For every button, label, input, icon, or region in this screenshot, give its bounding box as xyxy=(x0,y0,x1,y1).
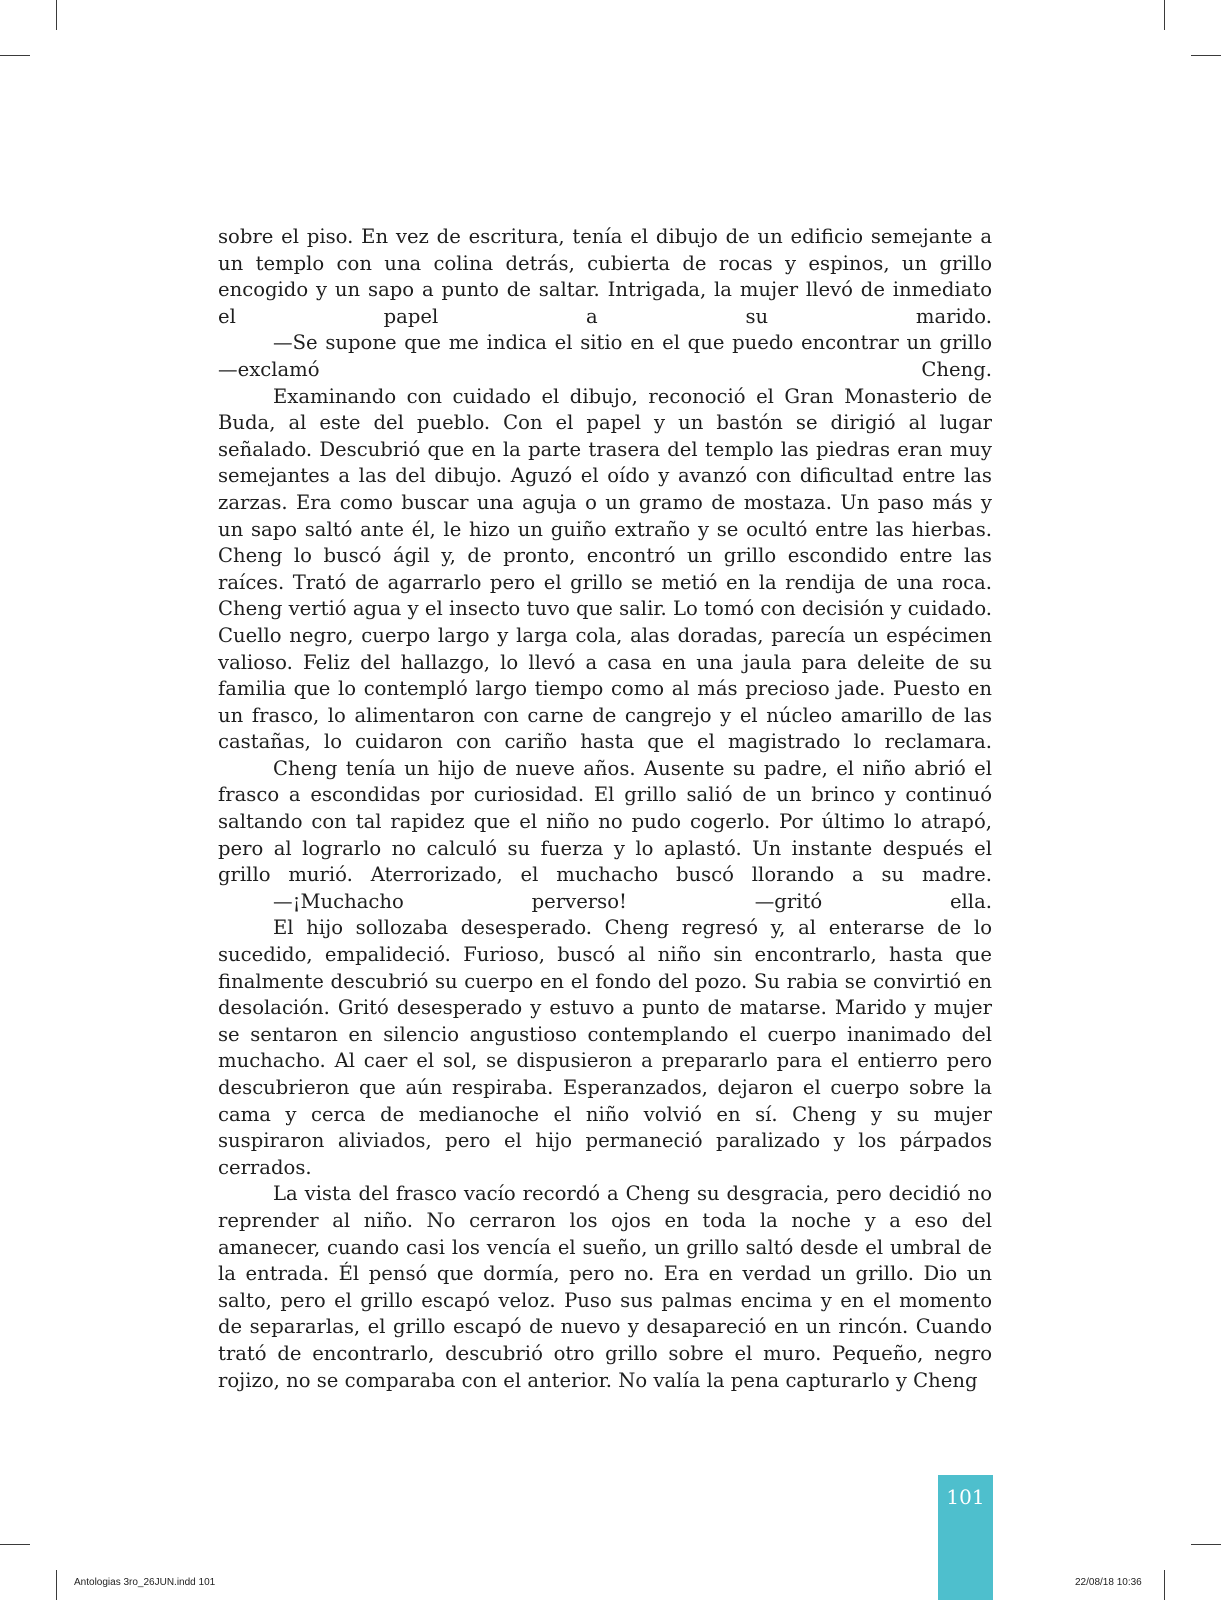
paragraph-6: El hijo sollozaba desesperado. Cheng regresó y, al enterarse de lo sucedido, empalideció. Furioso, buscó al niño sin encontrarlo, hasta que finalmente descubrió su cuerpo en el fondo del pozo. Su rabia se convirtió en desolación. Gritó desesperado y estuvo a punto de matarse. Marido y mujer se sentaron en silencio angustioso contemplando el cuerpo inanimado del muchacho. Al caer el sol, se dispusieron a prepararlo para el entierro pero descubrieron que aún respiraba. Esperanzados, dejaron el cuerpo sobre la cama y cerca de medianoche el niño volvió en sí. Cheng y su mujer suspiraron aliviados, pero el hijo permaneció paralizado y los párpados cerrados. xyxy=(218,916,992,1179)
crop-mark-top-right xyxy=(1164,0,1165,30)
crop-mark-bottom-right xyxy=(1164,1570,1165,1600)
story-text xyxy=(218,224,992,1394)
slug-file-label: Antologias 3ro_26JUN.indd 101 xyxy=(74,1577,216,1588)
paragraph-5: —¡Muchacho perverso! —gritó ella. xyxy=(273,889,992,913)
crop-mark-top-left xyxy=(56,0,57,30)
crop-mark-bottom-left xyxy=(56,1570,57,1600)
paragraph-3: Examinando con cuidado el dibujo, reconoció el Gran Monasterio de Buda, al este del pueblo. Con el papel y un bastón se dirigió al lugar señalado. Descubrió que en la parte trasera del templo las piedras eran muy semejantes a las del dibujo. Aguzó el oído y avanzó con dificultad entre las zarzas. Era como buscar una aguja o un gramo de mostaza. Un paso más y un sapo saltó ante él, le hizo un guiño extraño y se ocultó entre las hierbas. Cheng lo buscó ágil y, de pronto, encontró un grillo escondido entre las raíces. Trató de agarrarlo pero el grillo se metió en la rendija de una roca. Cheng vertió agua y el insecto tuvo que salir. Lo tomó con decisión y cuidado. Cuello negro, cuerpo largo y larga cola, alas doradas, parecía un espécimen valioso. Feliz del hallazgo, lo llevó a casa en una jaula para deleite de su familia que lo contempló largo tiempo como al más precioso jade. Puesto en un frasco, lo alimentaron con carne de cangrejo y el núcleo amarillo de las castañas, lo cuidaron con cariño hasta que el magistrado lo reclamara. xyxy=(218,384,992,754)
page-number: 101 xyxy=(946,1485,985,1509)
crop-mark-bottom-left-h xyxy=(0,1544,30,1545)
page-number-tab xyxy=(938,1475,993,1600)
slug-timestamp: 22/08/18 10:36 xyxy=(1075,1577,1142,1588)
paragraph-1: sobre el piso. En vez de escritura, tenía el dibujo de un edificio semejante a un templo con una colina detrás, cubierta de rocas y espinos, un grillo encogido y un sapo a punto de saltar. Intrigada, la mujer llevó de inmediato el papel a su marido. xyxy=(218,225,992,328)
paragraph-4: Cheng tenía un hijo de nueve años. Ausente su padre, el niño abrió el frasco a escondidas por curiosidad. El grillo salió de un brinco y continuó saltando con tal rapidez que el niño no pudo cogerlo. Por último lo atrapó, pero al lograrlo no calculó su fuerza y lo aplastó. Un instante después el grillo murió. Aterrorizado, el muchacho buscó llorando a su madre. xyxy=(218,756,992,887)
paragraph-7: La vista del frasco vacío recordó a Cheng su desgracia, pero decidió no reprender al niño. No cerraron los ojos en toda la noche y a eso del amanecer, cuando casi los vencía el sueño, un grillo saltó desde el umbral de la entrada. Él pensó que dormía, pero no. Era en verdad un grillo. Dio un salto, pero el grillo escapó veloz. Puso sus palmas encima y en el momento de separarlas, el grillo escapó de nuevo y desapareció en un rincón. Cuando trató de encontrarlo, descubrió otro grillo sobre el muro. Pequeño, negro rojizo, no se comparaba con el anterior. No valía la pena capturarlo y Cheng xyxy=(218,1182,992,1392)
crop-mark-top-right-h xyxy=(1191,55,1221,56)
crop-mark-top-left-h xyxy=(0,55,30,56)
paragraph-2: —Se supone que me indica el sitio en el que puedo encontrar un grillo —exclamó Cheng. xyxy=(218,331,992,381)
crop-mark-bottom-right-h xyxy=(1191,1544,1221,1545)
